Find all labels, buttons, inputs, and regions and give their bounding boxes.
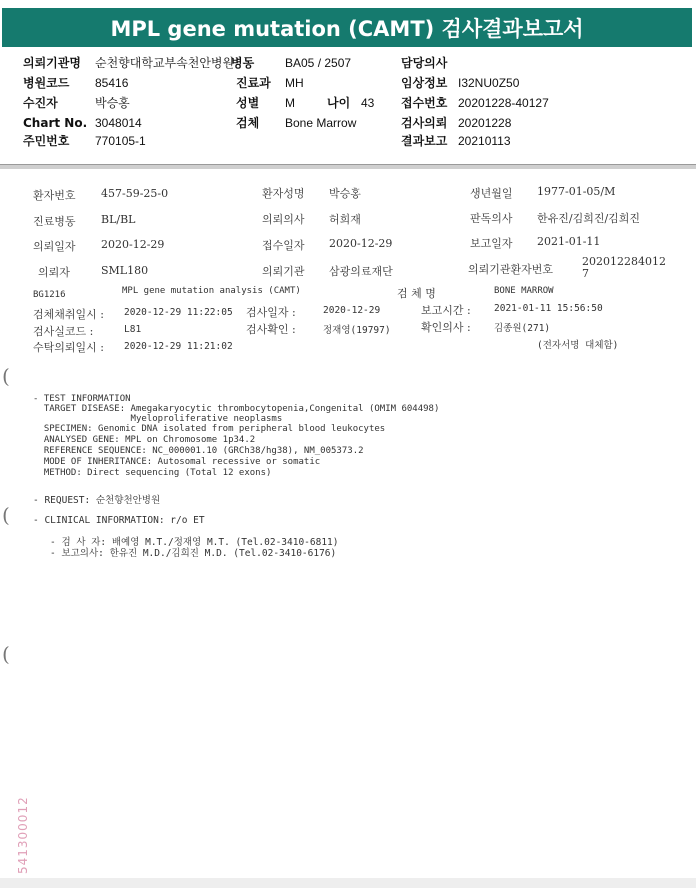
header-value: BA05 / 2507 <box>285 56 352 70</box>
test-label: 검체채취일시 : <box>33 308 104 321</box>
header-label: 병동 <box>231 56 255 70</box>
specimen-label: 검 체 명 <box>397 287 436 300</box>
form-label: 의뢰기관환자번호 <box>468 263 554 276</box>
header-label: 검체 <box>236 116 260 130</box>
test-value: 2020-12-29 11:21:02 <box>124 341 233 352</box>
test-label: 수탁의뢰일시 : <box>33 341 104 354</box>
header-label: 임상정보 <box>401 76 448 90</box>
header-value: 20210113 <box>458 134 511 148</box>
header-value: 20201228 <box>458 116 512 130</box>
page-bottom-band <box>0 878 696 888</box>
header-label: 담당의사 <box>401 56 448 70</box>
test-value: 김종원(271) <box>494 323 551 334</box>
form-value: 허희재 <box>329 213 361 226</box>
form-label: 진료병동 <box>33 215 76 228</box>
header-value: 박승홍 <box>95 96 130 110</box>
binder-hole-mark: ( <box>2 642 10 666</box>
header-label: 진료과 <box>236 76 271 90</box>
header-label: 접수번호 <box>401 96 448 110</box>
header-label: Chart No. <box>23 116 88 130</box>
header-label: 검사의뢰 <box>401 116 448 130</box>
header-label: 수진자 <box>23 96 58 110</box>
form-value: 457-59-25-0 <box>101 187 169 200</box>
header-label: 병원코드 <box>23 76 70 90</box>
form-value: 7 <box>582 267 589 280</box>
form-label: 의뢰기관 <box>262 265 305 278</box>
test-label: 확인의사 : <box>421 321 471 334</box>
form-value: 202012284012 <box>582 255 666 268</box>
report-title: MPL gene mutation (CAMT) 검사결과보고서 <box>110 16 584 41</box>
form-value: BL/BL <box>101 213 136 226</box>
header-label: 성별 <box>236 96 260 110</box>
binder-hole-mark: ( <box>2 364 10 388</box>
form-label: 접수일자 <box>262 239 305 252</box>
staff-line: - 보고의사: 한유진 M.D./김희진 M.D. (Tel.02-3410-6176) <box>50 548 337 559</box>
section-divider <box>0 164 696 169</box>
test-name: MPL gene mutation analysis (CAMT) <box>122 286 301 296</box>
specimen-value: BONE MARROW <box>494 286 554 296</box>
report-line: - TEST INFORMATION <box>33 394 131 404</box>
report-line: MODE OF INHERITANCE: Autosomal recessive or somatic <box>33 457 321 467</box>
test-label: 검사일자 : <box>246 306 296 319</box>
header-value: 20201228-40127 <box>458 96 549 110</box>
test-value: 2020-12-29 <box>323 305 381 316</box>
header-value: MH <box>285 76 304 90</box>
header-value: I32NU0Z50 <box>458 76 520 90</box>
form-value: 2020-12-29 <box>101 238 165 251</box>
report-title-bar <box>2 8 692 47</box>
form-label: 의뢰의사 <box>262 213 305 226</box>
test-label: 검사확인 : <box>246 323 296 336</box>
barcode-number: 541300012 <box>16 796 30 874</box>
form-value: 박승홍 <box>329 187 361 200</box>
form-label: 보고일자 <box>470 237 513 250</box>
form-value: 2021-01-11 <box>537 235 601 248</box>
header-label: 주민번호 <box>23 134 70 148</box>
form-value: 한유진/김희진/김희진 <box>537 212 641 225</box>
report-line: SPECIMEN: Genomic DNA isolated from peripheral blood leukocytes <box>33 424 386 434</box>
report-line: Myeloproliferative neoplasms <box>33 414 283 424</box>
form-value: 1977-01-05/M <box>537 185 616 198</box>
form-label: 판독의사 <box>470 212 513 225</box>
staff-line: - 검 사 자: 배예영 M.T./정재영 M.T. (Tel.02-3410-6811) <box>50 537 339 548</box>
form-label: 생년월일 <box>470 187 513 200</box>
header-value: 순천향대학교부속천안병원 <box>95 56 235 70</box>
header-value: 43 <box>361 96 375 110</box>
header-value: 770105-1 <box>95 134 146 148</box>
test-label: 보고시간 : <box>421 304 471 317</box>
clinical-info-line: - CLINICAL INFORMATION: r/o ET <box>33 515 205 526</box>
test-value: L81 <box>124 324 142 335</box>
header-value: Bone Marrow <box>285 116 357 130</box>
header-label: 결과보고 <box>401 134 448 148</box>
test-value: 2020-12-29 11:22:05 <box>124 307 233 318</box>
test-value: 2021-01-11 15:56:50 <box>494 303 603 314</box>
form-label: 환자번호 <box>33 189 76 202</box>
report-line: TARGET DISEASE: Amegakaryocytic thrombocytopenia,Congenital (OMIM 604498) <box>33 404 440 414</box>
test-value: 정재영(19797) <box>323 325 391 336</box>
report-line: REFERENCE SEQUENCE: NC_000001.10 (GRCh38/hg38), NM_005373.2 <box>33 446 364 456</box>
signature-note: (전자서명 대체함) <box>537 340 619 351</box>
request-line: - REQUEST: 순천향천안병원 <box>33 495 161 506</box>
form-value: 삼광의료재단 <box>329 265 393 278</box>
binder-hole-mark: ( <box>2 503 10 527</box>
form-label: 환자성명 <box>262 187 305 200</box>
header-value: 3048014 <box>95 116 142 130</box>
report-line: ANALYSED GENE: MPL on Chromosome 1p34.2 <box>33 435 256 445</box>
header-value: 85416 <box>95 76 129 90</box>
header-label: 나이 <box>327 96 351 110</box>
header-label: 의뢰기관명 <box>23 56 81 70</box>
header-value: M <box>285 96 295 110</box>
report-line: METHOD: Direct sequencing (Total 12 exons) <box>33 468 272 478</box>
form-value: SML180 <box>101 264 149 277</box>
form-value: 2020-12-29 <box>329 237 393 250</box>
form-label: 의뢰자 <box>38 266 70 279</box>
test-label: 검사실코드 : <box>33 325 94 338</box>
form-label: 의뢰일자 <box>33 240 76 253</box>
test-code: BG1216 <box>33 290 66 300</box>
